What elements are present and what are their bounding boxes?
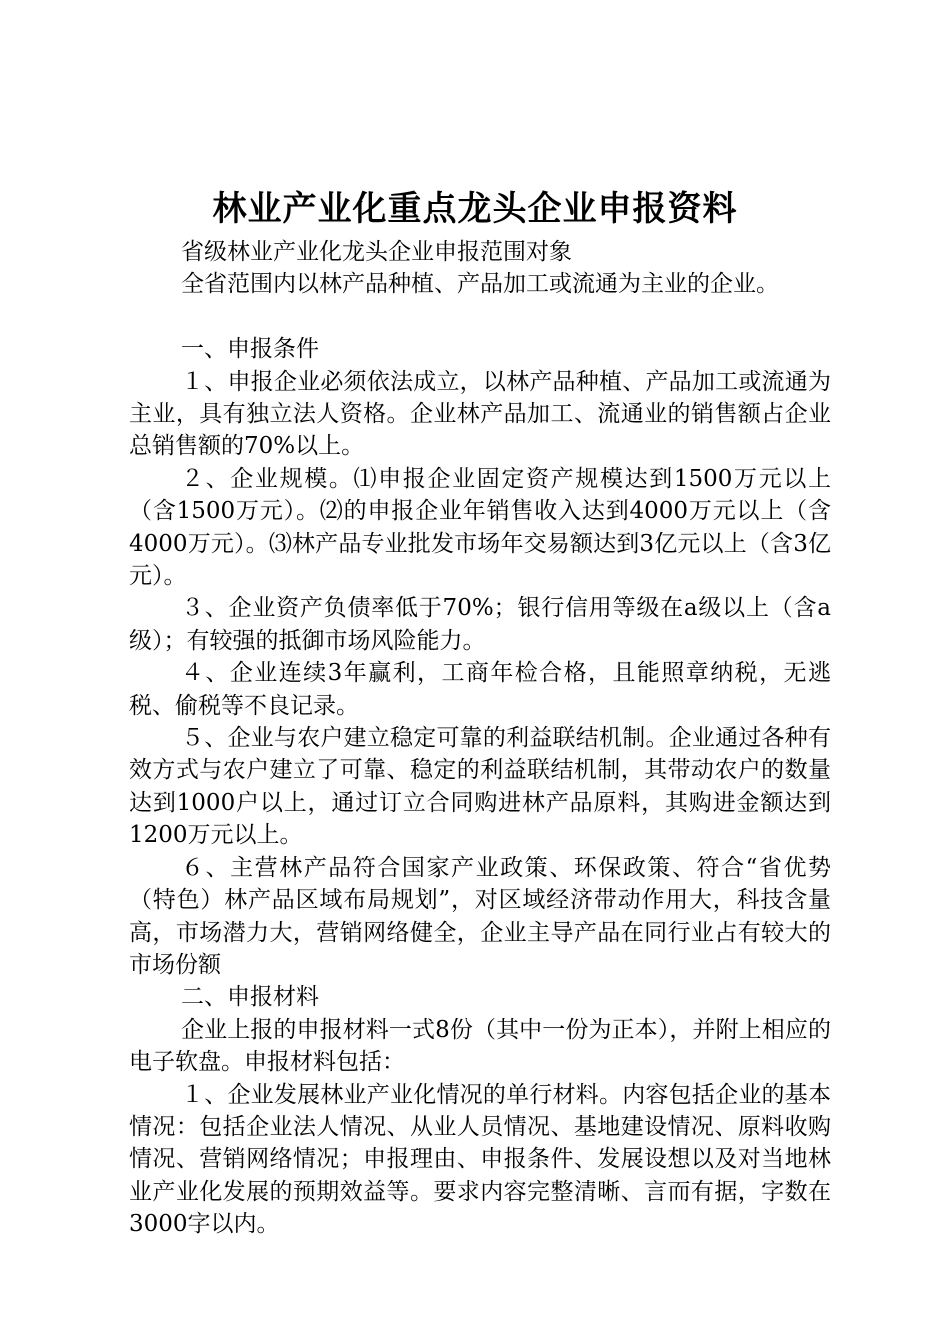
condition-item-3: ３、企业资产负债率低于70%；银行信用等级在a级以上（含a级）；有较强的抵御市场风险能力。 bbox=[129, 595, 831, 654]
section-heading-materials: 二、申报材料 bbox=[181, 984, 319, 1011]
paragraph-scope-text: 全省范围内以林产品种植、产品加工或流通为主业的企业。 bbox=[181, 271, 779, 298]
condition-item-2: ２、企业规模。⑴申报企业固定资产规模达到1500万元以上（含1500万元）。⑵的申报企业年销售收入达到4000万元以上（含4000万元）。⑶林产品专业批发市场年交易额达到3亿元以上（含3亿元）。 bbox=[129, 465, 831, 590]
document-title: 林业产业化重点龙头企业申报资料 bbox=[212, 189, 738, 229]
paragraph-scope-heading: 省级林业产业化龙头企业申报范围对象 bbox=[181, 239, 572, 265]
condition-item-1: １、申报企业必须依法成立，以林产品种植、产品加工或流通为主业，具有独立法人资格。企业林产品加工、流通业的销售额占企业总销售额的70%以上。 bbox=[129, 368, 831, 460]
blank-line bbox=[129, 301, 831, 333]
materials-intro: 企业上报的申报材料一式8份（其中一份为正本），并附上相应的电子软盘。申报材料包括： bbox=[129, 1016, 831, 1076]
condition-item-5: ５、企业与农户建立稳定可靠的利益联结机制。企业通过各种有效方式与农户建立了可靠、稳定的利益联结机制，其带动农户的数量达到1000户以上，通过订立合同购进林产品原料，其购进金额达到1200万元以上。 bbox=[129, 725, 831, 849]
condition-item-4: ４、企业连续3年赢利，工商年检合格，且能照章纳税，无逃税、偷税等不良记录。 bbox=[129, 660, 831, 719]
document-body bbox=[129, 236, 831, 1241]
condition-item-6: ６、主营林产品符合国家产业政策、环保政策、符合“省优势（特色）林产品区域布局规划”，对区域经济带动作用大，科技含量高，市场潜力大，营销网络健全，企业主导产品在同行业占有较大的市场份额 bbox=[129, 854, 831, 978]
section-heading-conditions: 一、申报条件 bbox=[181, 336, 319, 363]
materials-item-1: １、企业发展林业产业化情况的单行材料。内容包括企业的基本情况：包括企业法人情况、从业人员情况、基地建设情况、原料收购情况、营销网络情况；申报理由、申报条件、发展设想以及对当地林业产业化发展的预期效益等。要求内容完整清晰、言而有据，字数在3000字以内。 bbox=[129, 1081, 831, 1238]
